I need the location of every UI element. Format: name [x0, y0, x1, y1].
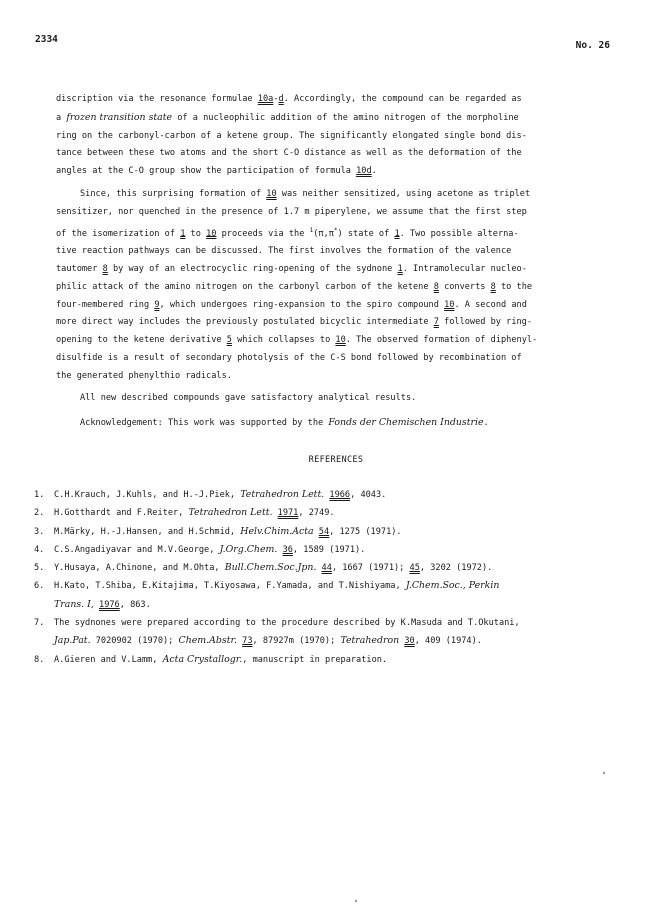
text-line: ring on the carbonyl-carbon of a ketene group. The significantly elongated single bond dis- — [56, 130, 527, 141]
text-line: philic attack of the amino nitrogen on the carbonyl carbon of the ketene 8 converts 8 to the — [56, 281, 533, 292]
reference-text: H.Gotthardt and F.Reiter, Tetrahedron Lett. 1971, 2749. — [54, 507, 335, 519]
reference-item — [34, 559, 634, 577]
text-line: a frozen transition state of a nucleophilic addition of the amino nitrogen of the morpholine — [56, 111, 519, 123]
compound-ref: 1 — [397, 264, 403, 275]
text-line: All new described compounds gave satisfactory analytical results. — [80, 393, 417, 403]
compound-ref: 10 — [266, 189, 277, 199]
reference-number: 6. — [34, 581, 45, 592]
compound-ref: 7 — [433, 317, 439, 328]
superscript: 1 — [309, 226, 314, 234]
reference-text: The sydnones were prepared according to the procedure described by K.Masuda and T.Okutani, — [54, 618, 520, 629]
compound-ref: 1 — [180, 228, 186, 239]
reference-item — [34, 541, 634, 559]
compound-ref: d — [278, 94, 284, 104]
italic-text: Helv.Chim.Acta — [240, 525, 314, 537]
compound-ref: 10d — [356, 166, 372, 177]
text-line: disulfide is a result of secondary photolysis of the C-S bond followed by recombination of — [56, 353, 522, 364]
italic-text: Jap.Pat. — [54, 635, 91, 647]
compound-ref: 45 — [409, 563, 420, 574]
text-line: four-membered ring 9, which undergoes ring-expansion to the spiro compound 10. A second and — [56, 299, 527, 310]
italic-text: Tetrahedron Lett. — [188, 507, 273, 519]
compound-ref: 10 — [206, 228, 217, 239]
compound-ref: 10a — [257, 94, 274, 104]
superscript: * — [333, 226, 338, 234]
compound-ref: 5 — [226, 335, 232, 346]
italic-text: Chem.Abstr. — [178, 635, 237, 647]
reference-item — [34, 504, 634, 522]
text-line: more direct way includes the previously postulated bicyclic intermediate 7 followed by ring- — [56, 317, 533, 328]
text-line: tance between these two atoms and the short C-O distance as well as the deformation of the — [56, 148, 522, 159]
reference-text: Trans. I, 1976, 863. — [54, 598, 151, 610]
reference-text: C.H.Krauch, J.Kuhls, and H.-J.Piek, Tetrahedron Lett. 1966, 4043. — [54, 489, 387, 500]
speck — [355, 900, 357, 902]
reference-number: 7. — [34, 618, 45, 629]
italic-text: Trans. I, — [54, 598, 94, 610]
italic-text: J.Org.Chem. — [219, 543, 278, 555]
italic-text: Bull.Chem.Soc.Jpn. — [224, 562, 317, 574]
reference-text: M.Märky, H.-J.Hansen, and H.Schmid, Helv.Chim.Acta 54, 1275 (1971). — [54, 525, 402, 537]
reference-item — [34, 614, 634, 632]
reference-continuation — [34, 596, 634, 614]
italic-text: Tetrahedron — [340, 635, 400, 647]
reference-number — [34, 632, 54, 650]
reference-text: Y.Husaya, A.Chinone, and M.Ohta, Bull.Chem.Soc.Jpn. 44, 1667 (1971); 45, 3202 (1972). — [54, 562, 493, 574]
compound-ref: 10 — [444, 299, 455, 310]
paragraph-3 — [56, 390, 616, 408]
reference-item — [34, 523, 634, 541]
references-list — [34, 486, 634, 669]
reference-text: C.S.Angadiyavar and M.V.George, J.Org.Chem. 36, 1589 (1971). — [54, 543, 366, 555]
reference-number — [34, 596, 54, 614]
journal-issue: No. 26 — [575, 40, 610, 51]
compound-ref: 8 — [490, 281, 496, 292]
compound-ref: 8 — [102, 264, 108, 275]
compound-ref: 8 — [433, 281, 439, 292]
compound-ref: 44 — [321, 563, 332, 574]
compound-ref: 30 — [404, 636, 415, 647]
compound-ref: 36 — [282, 544, 293, 555]
paragraph-1 — [56, 91, 616, 181]
italic-text: Tetrahedron Lett. — [240, 489, 325, 500]
text-line: tive reaction pathways can be discussed. The first involves the formation of the valence — [56, 246, 512, 257]
italic-text: Fonds der Chemischen Industrie — [328, 417, 484, 428]
paragraph-4-acknowledgement — [56, 414, 616, 433]
reference-text: H.Kato, T.Shiba, E.Kitajima, T.Kiyosawa, F.Yamada, and T.Nishiyama, J.Chem.Soc., Perkin — [54, 580, 500, 592]
reference-text: A.Gieren and V.Lamm, Acta Crystallogr., manuscript in preparation. — [54, 653, 388, 665]
reference-item — [34, 486, 634, 504]
text-line: the generated phenylthio radicals. — [56, 370, 232, 381]
reference-number: 5. — [34, 563, 45, 574]
reference-text: Jap.Pat. 7020902 (1970); Chem.Abstr. 73, 87927m (1970); Tetrahedron 30, 409 (1974). — [54, 635, 482, 647]
compound-ref: 1971 — [277, 508, 299, 519]
reference-number: 8. — [34, 654, 45, 665]
reference-item — [34, 651, 634, 669]
text-line: angles at the C-O group show the participation of formula 10d. — [56, 166, 377, 177]
text-line: sensitizer, nor quenched in the presence of 1.7 m piperylene, we assume that the first step — [56, 206, 527, 217]
text-line: Since, this surprising formation of 10 was neither sensitized, using acetone as triplet — [80, 189, 531, 199]
reference-number: 1. — [34, 490, 45, 500]
reference-number: 2. — [34, 508, 45, 519]
reference-continuation — [34, 632, 634, 650]
paragraph-2 — [56, 186, 616, 386]
text-line: tautomer 8 by way of an electrocyclic ring-opening of the sydnone 1. Intramolecular nucleo- — [56, 264, 527, 275]
speck — [603, 772, 605, 774]
reference-number: 3. — [34, 526, 45, 537]
compound-ref: 1966 — [329, 490, 351, 500]
italic-text: frozen transition state — [66, 111, 173, 123]
text-line: of the isomerization of 1 to 10 proceeds via the $^1$(π,π*) state of 1. Two possible alterna- — [56, 226, 519, 239]
text-line: Acknowledgement: This work was supported by the Fonds der Chemischen Industrie. — [80, 417, 489, 428]
compound-ref: 54 — [318, 526, 330, 537]
compound-ref: 1976 — [99, 599, 120, 610]
compound-ref: 10 — [335, 335, 346, 346]
reference-item — [34, 577, 634, 595]
text-line: discription via the resonance formulae 10a-d. Accordingly, the compound can be regarded as — [56, 94, 522, 104]
reference-number: 4. — [34, 544, 45, 555]
compound-ref: 1 — [394, 228, 400, 239]
italic-text: J.Chem.Soc., Perkin — [405, 580, 500, 592]
references-heading: REFERENCES — [308, 455, 364, 465]
compound-ref: 73 — [242, 636, 253, 647]
page-number: 2334 — [35, 34, 58, 45]
italic-text: Acta Crystallogr. — [162, 653, 243, 665]
text-line: opening to the ketene derivative 5 which collapses to 10. The observed formation of diphenyl- — [56, 335, 538, 346]
compound-ref: 9 — [154, 299, 160, 310]
